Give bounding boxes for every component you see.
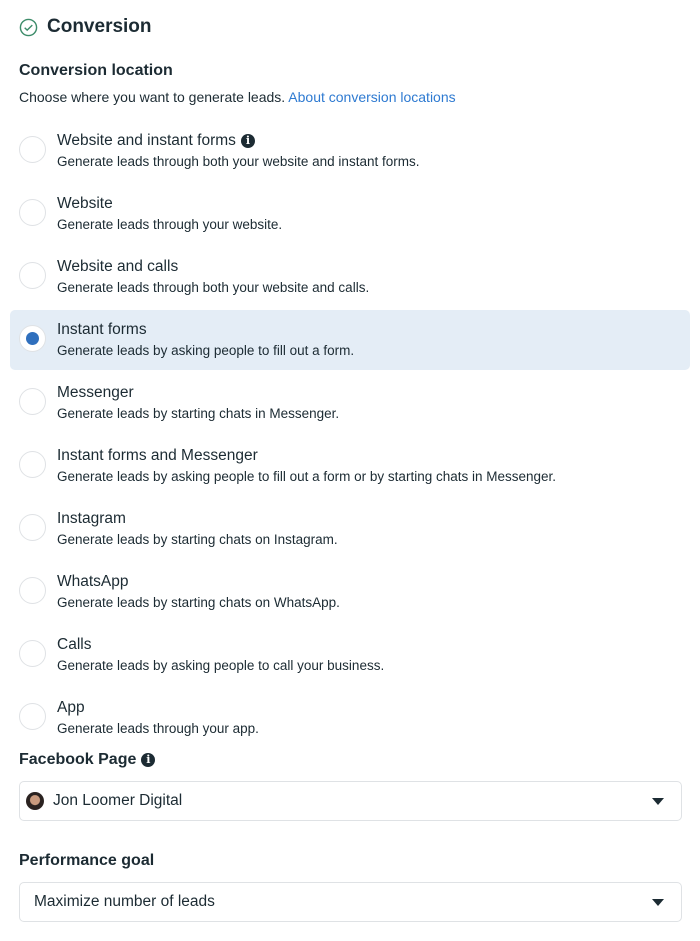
option-title-row: [57, 636, 91, 654]
conversion-location-description: [19, 89, 456, 105]
option-title: Instagram: [57, 510, 126, 527]
option-title: App: [57, 699, 85, 716]
option-title: WhatsApp: [57, 573, 129, 590]
option-title-row: [57, 258, 178, 276]
option-title-row: [57, 132, 255, 150]
option-description: Generate leads through both your website and instant forms.: [57, 154, 420, 169]
radio-button[interactable]: [19, 514, 46, 541]
option-title-row: [57, 195, 113, 213]
description-text: Choose where you want to generate leads.: [19, 89, 286, 105]
caret-down-icon: [652, 899, 664, 906]
about-conversion-locations-link[interactable]: About conversion locations: [288, 89, 456, 105]
radio-button[interactable]: [19, 388, 46, 415]
option-title-row: [57, 699, 85, 717]
option-instant-forms[interactable]: [10, 310, 690, 370]
option-whatsapp[interactable]: [10, 562, 690, 622]
option-description: Generate leads by asking people to call your business.: [57, 658, 385, 673]
option-title: Messenger: [57, 384, 134, 401]
option-instagram[interactable]: [10, 499, 690, 559]
radio-button[interactable]: [19, 577, 46, 604]
radio-button[interactable]: [19, 325, 46, 352]
option-description: Generate leads by starting chats on Instagram.: [57, 532, 338, 547]
option-instant-forms-and-messenger[interactable]: [10, 436, 690, 496]
option-title-row: [57, 510, 126, 528]
option-title: Website and instant forms: [57, 132, 236, 149]
caret-down-icon: [652, 798, 664, 805]
page-avatar: [26, 792, 44, 810]
option-title-row: [57, 447, 258, 465]
radio-button[interactable]: [19, 703, 46, 730]
option-description: Generate leads through your website.: [57, 217, 283, 232]
option-description: Generate leads by starting chats in Messenger.: [57, 406, 340, 421]
option-title-row: [57, 573, 129, 591]
option-title: Website: [57, 195, 113, 212]
performance-goal-label: Performance goal: [19, 852, 155, 869]
section-header: [19, 16, 152, 38]
radio-button[interactable]: [19, 640, 46, 667]
option-title-row: [57, 321, 147, 339]
option-website-and-instant-forms[interactable]: [10, 121, 690, 181]
option-messenger[interactable]: [10, 373, 690, 433]
radio-button[interactable]: [19, 451, 46, 478]
option-description: Generate leads by starting chats on WhatsApp.: [57, 595, 340, 610]
option-app[interactable]: [10, 688, 690, 748]
radio-button[interactable]: [19, 262, 46, 289]
option-title: Calls: [57, 636, 92, 653]
performance-goal-value: Maximize number of leads: [34, 893, 215, 910]
option-title: Website and calls: [57, 258, 179, 275]
performance-goal-dropdown[interactable]: [19, 882, 682, 922]
facebook-page-label-text: Facebook Page: [19, 751, 137, 768]
conversion-location-label: Conversion location: [19, 62, 173, 79]
info-icon[interactable]: i: [141, 753, 155, 767]
section-title: Conversion: [47, 16, 152, 37]
facebook-page-dropdown[interactable]: [19, 781, 682, 821]
option-website[interactable]: [10, 184, 690, 244]
option-calls[interactable]: [10, 625, 690, 685]
info-icon[interactable]: i: [241, 134, 255, 148]
option-description: Generate leads through your app.: [57, 721, 259, 736]
facebook-page-label: [19, 751, 155, 769]
option-title: Instant forms and Messenger: [57, 447, 258, 464]
facebook-page-value: Jon Loomer Digital: [53, 792, 183, 809]
option-description: Generate leads through both your website and calls.: [57, 280, 370, 295]
option-description: Generate leads by asking people to fill out a form.: [57, 343, 355, 358]
option-title: Instant forms: [57, 321, 147, 338]
check-circle-icon: [19, 18, 38, 37]
option-title-row: [57, 384, 134, 402]
radio-button[interactable]: [19, 199, 46, 226]
option-description: Generate leads by asking people to fill out a form or by starting chats in Messenger.: [57, 469, 557, 484]
radio-button[interactable]: [19, 136, 46, 163]
option-website-and-calls[interactable]: [10, 247, 690, 307]
